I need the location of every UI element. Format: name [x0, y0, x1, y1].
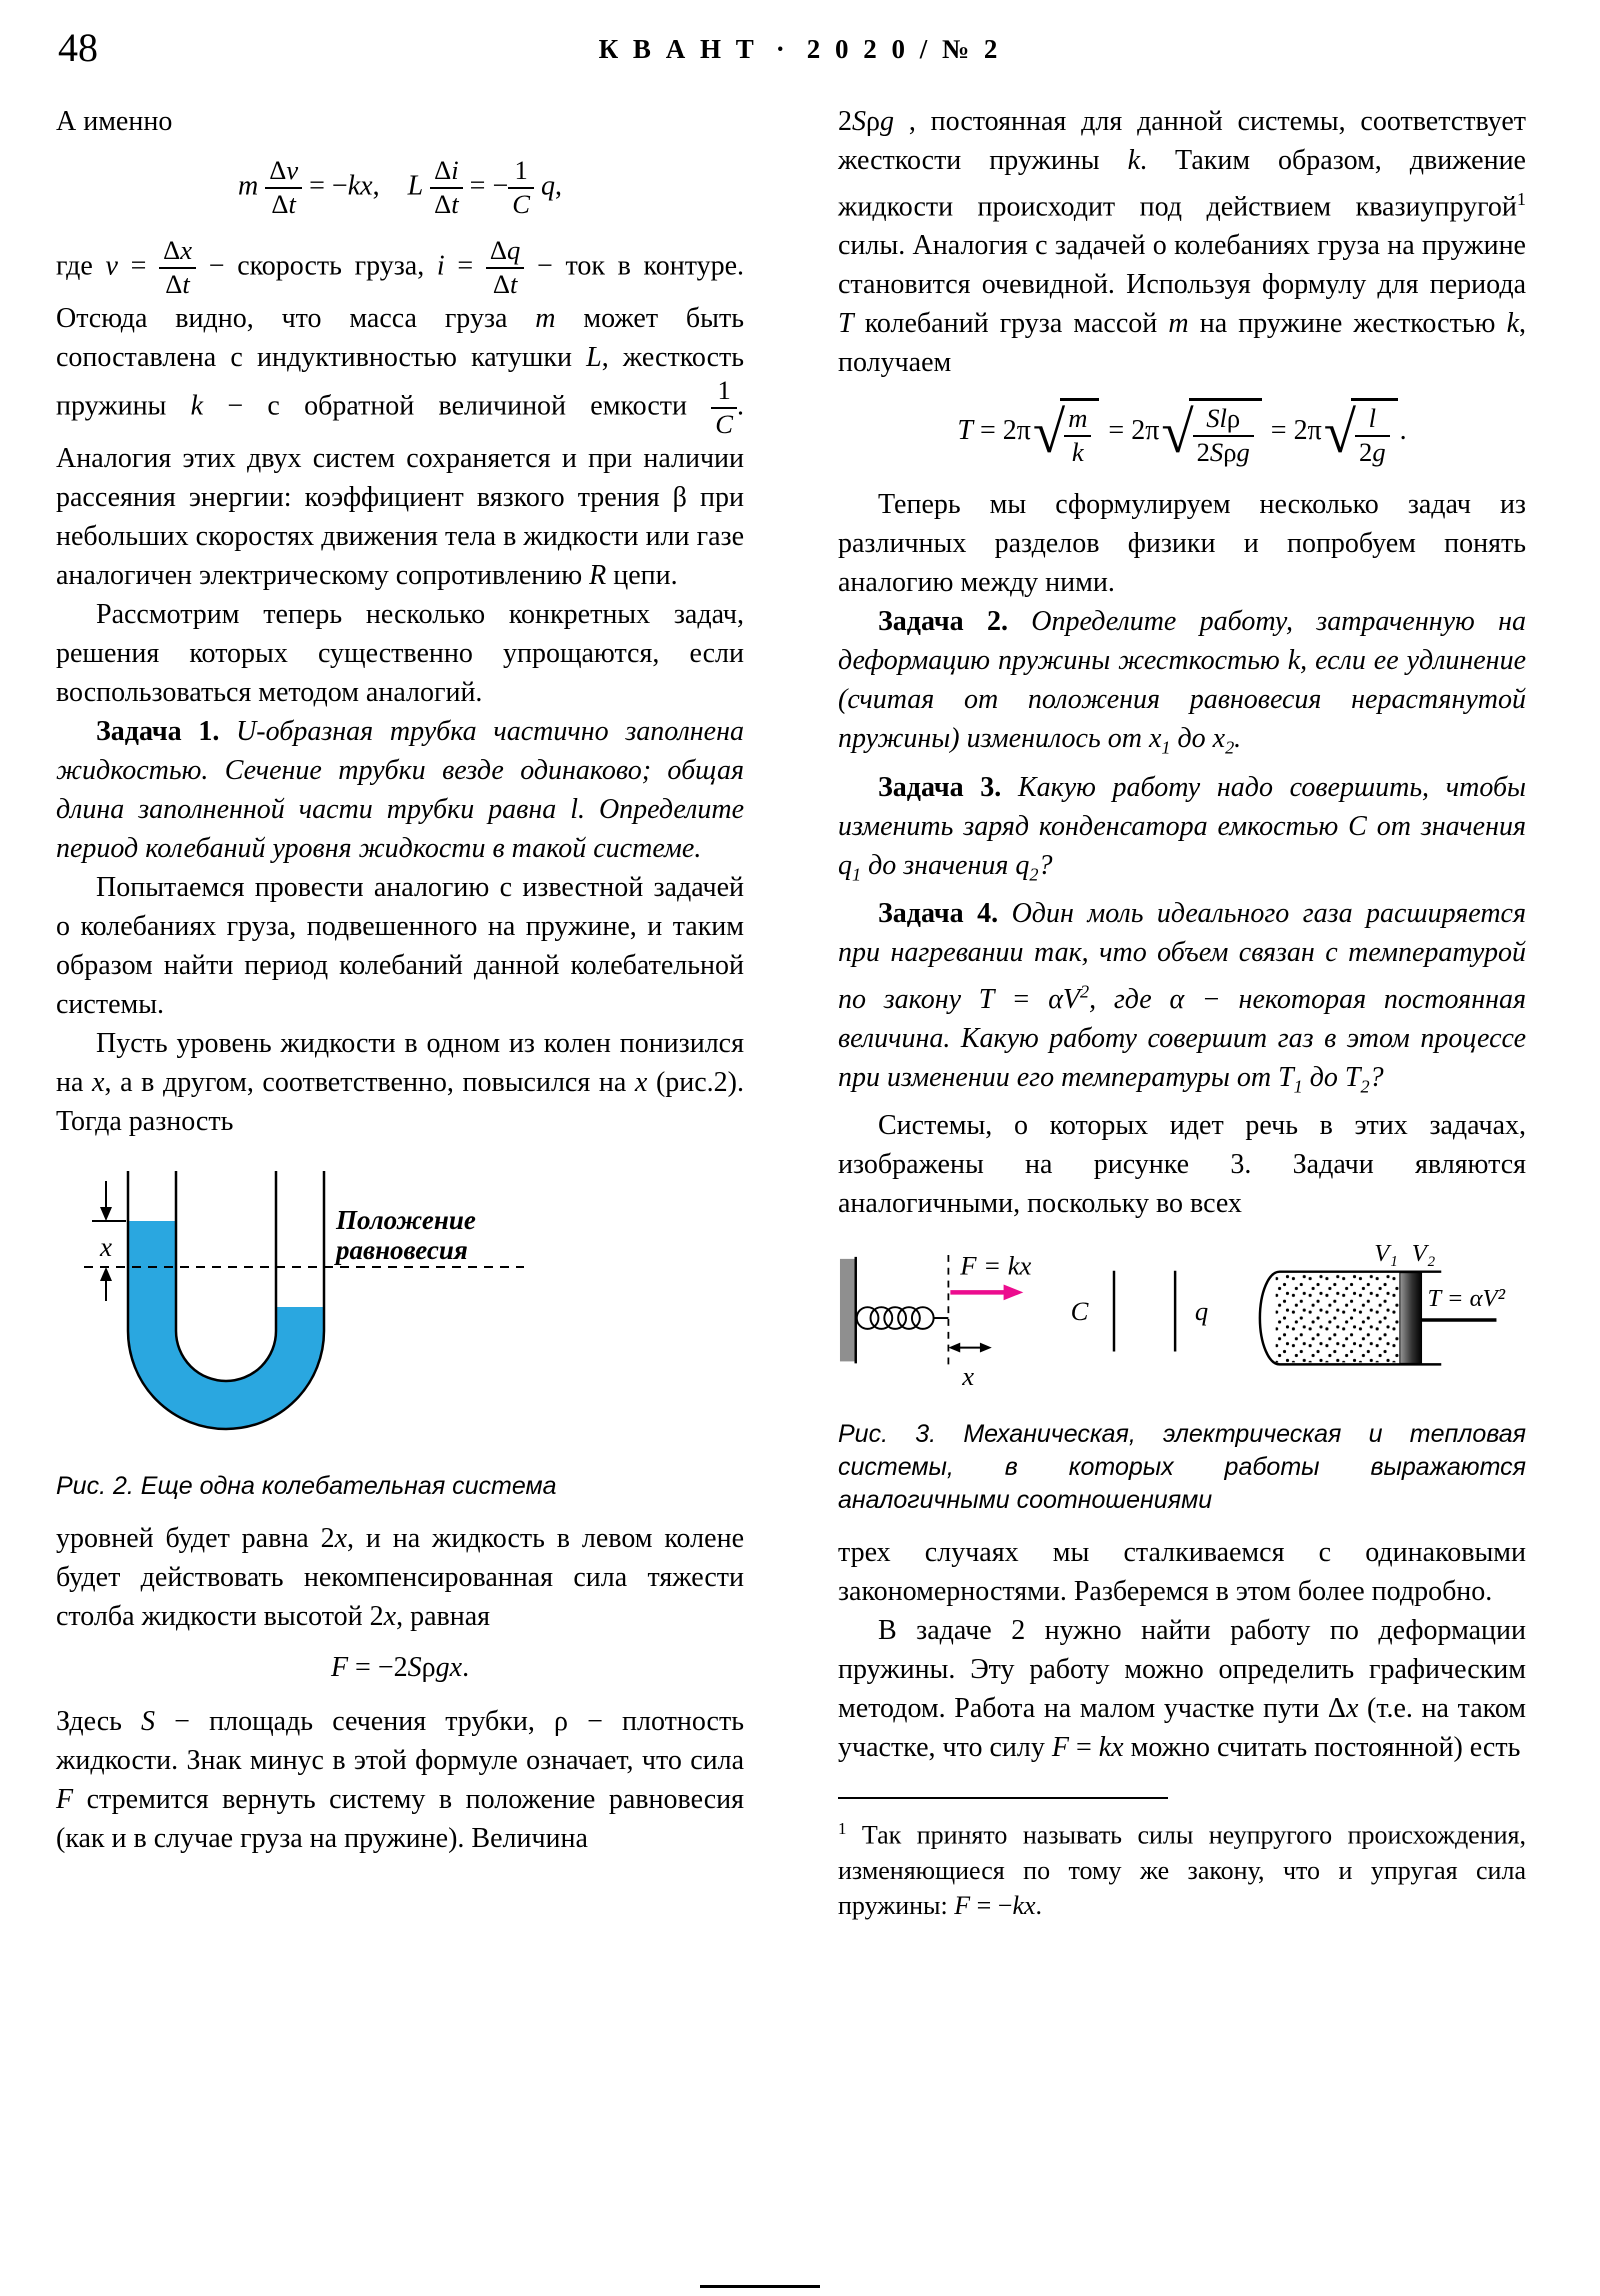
paragraph: Попытаемся провести аналогию с известной задачей о колебаниях груза, подвешенного на пружине, и таким образом найти период колебаний данной колебательной системы.	[56, 871, 744, 1020]
page-number: 48	[58, 25, 98, 70]
left-column	[56, 102, 744, 1858]
volume-2-label: V₂	[1411, 1241, 1436, 1268]
paragraph-intro: А именно	[56, 106, 173, 137]
u-tube-diagram	[66, 1159, 536, 1451]
paragraph: 2Sρg , постоянная для данной системы, соответствует жесткости пружины k. Таким образом, движение жидкости происходит под действием квазиупругой$^1$ силы. Аналогия с задачей о колебаниях груза на пружине становится очевидной. Используя формулу для периода T колебаний груза массой m на пружине жесткостью k, получаем	[838, 106, 1526, 379]
paragraph: Пусть уровень жидкости в одном из колен понизился на x, а в другом, соответственно, повысился на x (рис.2). Тогда разность	[56, 1027, 745, 1137]
formula-restoring-force: F = −2Sρgx.	[330, 1651, 470, 1683]
paragraph: Теперь мы сформулируем несколько задач из различных разделов физики и попробуем понять аналогию между ними.	[838, 489, 1526, 599]
page-end-rule	[700, 2285, 820, 2288]
force-arrowhead	[1004, 1285, 1024, 1301]
volume-1-label: V₁	[1374, 1241, 1398, 1268]
equilibrium-label-line2: равновесия	[336, 1234, 468, 1265]
footnote: $^1$ Так принято называть силы неупругого происхождения, изменяющиеся по тому же закону, что и упругая сила пружины: F = −kx.	[838, 1819, 1526, 1920]
footnote-rule	[838, 1797, 1168, 1799]
charge-label: q	[1194, 1296, 1209, 1327]
x-double-arrow	[948, 1343, 991, 1353]
paragraph: где v = $\frac{\Delta x}{\Delta t}$ − скорость груза, i = $\frac{\Delta q}{\Delta t}$ − ток в контуре. Отсюда видно, что масса груза m может быть сопоставлена с индуктивностью катушки L, жесткость пружины k − с обратной величиной емкости $\frac{1}{C}$ . Аналогия этих двух систем сохраняется и при наличии рассеяния энергии: коэффициент вязкого трения β при небольших скоростях движения тела в жидкости или газе аналогичен электрическому сопротивлению R цепи.	[56, 234, 745, 591]
temperature-law-label: T = αV²	[1427, 1285, 1505, 1313]
x-stretch-label: x	[962, 1361, 975, 1392]
force-label: F = kx	[960, 1250, 1032, 1281]
paragraph: Рассмотрим теперь несколько конкретных задач, решения которых существенно упрощаются, если воспользоваться методом аналогий.	[56, 598, 744, 708]
equilibrium-label-line1: Положение	[336, 1204, 476, 1235]
paragraph: Системы, о которых идет речь в этих задачах, изображены на рисунке 3. Задачи являются аналогичными, поскольку во всех	[838, 1110, 1526, 1220]
figure-2	[66, 1159, 744, 1462]
spring-coil	[857, 1307, 949, 1329]
tube-inner-wall	[176, 1171, 276, 1381]
paragraph: Здесь S − площадь сечения трубки, ρ − плотность жидкости. Знак минус в этой формуле означает, что сила F стремится вернуть систему в положение равновесия (как и в случае груза на пружине). Величина	[56, 1705, 744, 1854]
figure-3-caption: Рис. 3. Механическая, электрическая и тепловая системы, в которых работы выражаются аналогичными соотношениями	[838, 1420, 1526, 1515]
task-4: Задача 4. Один моль идеального газа расширяется при нагревании так, что объем связан с температурой по закону $T = \alpha V^2$, где α − некоторая постоянная величина. Какую работу совершит газ в этом процессе при изменении его температуры от $T_1$ до $T_2$?	[838, 898, 1526, 1097]
header-separator: ·	[775, 34, 789, 64]
right-column	[838, 102, 1526, 1923]
capacitance-label: C	[1070, 1296, 1089, 1327]
formula-oscillator-equations: m $\frac{\Delta v}{\Delta t}$ = −kx, L $\frac{\Delta i}{\Delta t}$ = − $\frac{1}{C}$ q,	[237, 155, 563, 219]
three-systems-diagram	[838, 1241, 1528, 1399]
paragraph: В задаче 2 нужно найти работу по деформации пружины. Эту работу можно определить графическим методом. Работа на малом участке пути Δx (т.е. на таком участке, что силу F = kx можно считать постоянной) есть	[838, 1615, 1527, 1764]
figure-3	[838, 1241, 1526, 1410]
paragraph: уровней будет равна 2x, и на жидкость в левом колене будет действовать некомпенсированная сила тяжести столба жидкости высотой 2x, равная	[56, 1522, 744, 1632]
formula-period: T = 2π√ $\frac{m}{k}$ = 2π√ $\frac{\text{Slρ}}{\text{2Sρg}}$ = 2π√ $\frac{l}{2g}$ .	[957, 399, 1407, 468]
task-3: Задача 3. Какую работу надо совершить, чтобы изменить заряд конденсатора емкостью C от значения $q_1$ до значения $q_2$?	[838, 771, 1526, 885]
paragraph: трех случаях мы сталкиваемся с одинаковыми закономерностями. Разберемся в этом более подробно.	[838, 1537, 1526, 1608]
journal-title: К В А Н Т	[598, 34, 758, 64]
x-displacement-label: x	[100, 1231, 112, 1262]
wall	[840, 1259, 856, 1362]
gas-stipple	[1276, 1274, 1400, 1363]
journal-issue: 2 0 2 0 / № 2	[806, 34, 1002, 64]
piston	[1400, 1273, 1422, 1364]
task-2: Задача 2. Определите работу, затраченную на деформацию пружины жесткостью k, если ее удлинение (считая от положения равновесия нерастянутой пружины) изменилось от $x_1$ до $x_2$.	[838, 606, 1527, 758]
journal-header	[0, 34, 1600, 65]
figure-2-caption: Рис. 2. Еще одна колебательная система	[56, 1471, 557, 1500]
liquid-fill	[128, 1221, 324, 1429]
task-1: Задача 1. U-образная трубка частично заполнена жидкостью. Сечение трубки везде одинаково; общая длина заполненной части трубки равна l. Определите период колебаний уровня жидкости в такой системе.	[56, 715, 745, 864]
